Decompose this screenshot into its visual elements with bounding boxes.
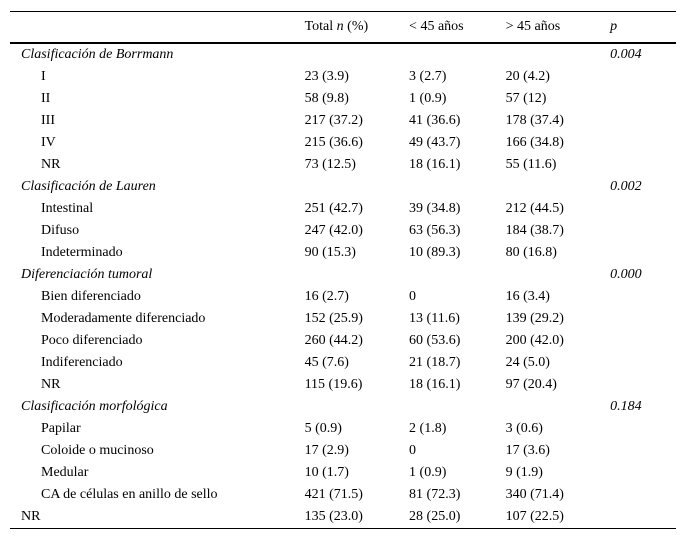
table-row xyxy=(10,462,676,484)
empty-cell xyxy=(409,176,506,198)
cell-over-45: 200 (42.0) xyxy=(505,333,564,348)
empty-cell xyxy=(610,154,676,176)
row-label: Coloide o mucinoso xyxy=(41,443,154,458)
cell-over-45: 24 (5.0) xyxy=(505,355,550,370)
cell-over-45: 9 (1.9) xyxy=(505,465,543,480)
table-row xyxy=(10,352,676,374)
empty-cell xyxy=(610,308,676,330)
empty-cell xyxy=(506,396,610,418)
row-label: Moderadamente diferenciado xyxy=(41,311,206,326)
data-table-container xyxy=(10,11,676,529)
table-row xyxy=(10,330,676,352)
header-p-value: p xyxy=(610,12,676,44)
row-label: Intestinal xyxy=(41,201,94,216)
cell-under-45: 10 (89.3) xyxy=(409,245,461,260)
row-label: Difuso xyxy=(41,223,80,238)
header-total-n: n xyxy=(336,19,344,34)
cell-under-45: 2 (1.8) xyxy=(409,421,447,436)
cell-over-45: 80 (16.8) xyxy=(505,245,557,260)
cell-under-45: 81 (72.3) xyxy=(409,487,461,502)
cell-over-45: 178 (37.4) xyxy=(505,113,564,128)
row-label: Medular xyxy=(41,465,89,480)
empty-cell xyxy=(610,418,676,440)
cell-total: 58 (9.8) xyxy=(304,91,349,106)
table-row xyxy=(10,242,676,264)
empty-cell xyxy=(610,286,676,308)
table-row xyxy=(10,440,676,462)
empty-cell xyxy=(305,264,409,286)
row-label: Indiferenciado xyxy=(41,355,123,370)
row-label: NR xyxy=(41,377,61,392)
cell-total: 23 (3.9) xyxy=(304,69,349,84)
section-header-row xyxy=(10,396,676,418)
table-row xyxy=(10,66,676,88)
empty-cell xyxy=(305,43,409,66)
cell-over-45: 184 (38.7) xyxy=(505,223,564,238)
empty-cell xyxy=(305,176,409,198)
row-label: NR xyxy=(41,157,61,172)
header-total-suffix: (%) xyxy=(343,19,369,34)
row-label: II xyxy=(41,91,51,106)
cell-total: 45 (7.6) xyxy=(304,355,349,370)
cell-total: 215 (36.6) xyxy=(304,135,363,150)
empty-cell xyxy=(506,43,610,66)
empty-cell xyxy=(610,374,676,396)
cell-under-45: 28 (25.0) xyxy=(409,506,506,529)
table-row xyxy=(10,286,676,308)
table-row xyxy=(10,484,676,506)
empty-cell xyxy=(610,198,676,220)
cell-over-45: 57 (12) xyxy=(505,91,547,106)
empty-cell xyxy=(610,462,676,484)
empty-cell xyxy=(610,66,676,88)
cell-over-45: 97 (20.4) xyxy=(505,377,557,392)
row-label: NR xyxy=(10,506,305,529)
section-title: Clasificación morfológica xyxy=(21,399,168,414)
section-header-row xyxy=(10,43,676,66)
row-label: CA de células en anillo de sello xyxy=(41,487,218,502)
cell-total: 217 (37.2) xyxy=(304,113,363,128)
section-title: Diferenciación tumoral xyxy=(21,267,153,282)
cell-under-45: 1 (0.9) xyxy=(409,465,447,480)
row-label: III xyxy=(41,113,55,128)
table-row xyxy=(10,220,676,242)
header-total-prefix: Total xyxy=(304,19,337,34)
empty-cell xyxy=(610,440,676,462)
empty-cell xyxy=(610,330,676,352)
cell-total: 152 (25.9) xyxy=(304,311,363,326)
cell-under-45: 49 (43.7) xyxy=(409,135,461,150)
table-row xyxy=(10,154,676,176)
empty-cell xyxy=(610,88,676,110)
empty-cell xyxy=(409,264,506,286)
cell-total: 260 (44.2) xyxy=(304,333,363,348)
empty-cell xyxy=(610,352,676,374)
row-label: I xyxy=(41,69,46,84)
section-title: Clasificación de Lauren xyxy=(21,179,156,194)
cell-over-45: 139 (29.2) xyxy=(505,311,564,326)
empty-cell xyxy=(506,176,610,198)
cell-total: 17 (2.9) xyxy=(304,443,349,458)
section-p-value: 0.184 xyxy=(610,399,642,414)
cell-under-45: 18 (16.1) xyxy=(409,377,461,392)
empty-cell xyxy=(610,484,676,506)
cell-total: 90 (15.3) xyxy=(304,245,356,260)
empty-cell xyxy=(610,132,676,154)
row-label: Papilar xyxy=(41,421,81,436)
cell-total: 115 (19.6) xyxy=(304,377,363,392)
cell-total: 251 (42.7) xyxy=(304,201,363,216)
cell-total: 135 (23.0) xyxy=(305,506,409,529)
header-under-45: < 45 años xyxy=(409,12,506,44)
cell-over-45: 3 (0.6) xyxy=(505,421,543,436)
row-label: Bien diferenciado xyxy=(41,289,141,304)
cell-over-45: 166 (34.8) xyxy=(505,135,564,150)
table-row xyxy=(10,308,676,330)
empty-cell xyxy=(305,396,409,418)
row-label: Indeterminado xyxy=(41,245,123,260)
header-total xyxy=(305,12,409,44)
empty-cell xyxy=(610,242,676,264)
table-row xyxy=(10,132,676,154)
cell-total: 16 (2.7) xyxy=(304,289,349,304)
section-title: Clasificación de Borrmann xyxy=(21,47,174,62)
cell-over-45: 20 (4.2) xyxy=(505,69,550,84)
cell-total: 5 (0.9) xyxy=(304,421,342,436)
cell-over-45: 107 (22.5) xyxy=(506,506,610,529)
header-variable xyxy=(10,12,305,44)
table-row-footer xyxy=(10,506,676,529)
table-row xyxy=(10,88,676,110)
section-p-value: 0.004 xyxy=(610,47,642,62)
empty-cell xyxy=(409,396,506,418)
cell-over-45: 17 (3.6) xyxy=(505,443,550,458)
table-header-row xyxy=(10,12,676,44)
cell-under-45: 0 xyxy=(409,289,417,304)
table-row xyxy=(10,374,676,396)
table-row xyxy=(10,110,676,132)
section-header-row xyxy=(10,264,676,286)
cell-total: 10 (1.7) xyxy=(304,465,349,480)
cell-over-45: 212 (44.5) xyxy=(505,201,564,216)
header-over-45: > 45 años xyxy=(506,12,610,44)
section-header-row xyxy=(10,176,676,198)
cell-under-45: 41 (36.6) xyxy=(409,113,461,128)
cell-under-45: 3 (2.7) xyxy=(409,69,447,84)
cell-total: 421 (71.5) xyxy=(304,487,363,502)
row-label: Poco diferenciado xyxy=(41,333,143,348)
row-label: IV xyxy=(41,135,56,150)
empty-cell xyxy=(610,506,676,529)
cell-total: 247 (42.0) xyxy=(304,223,363,238)
cell-over-45: 16 (3.4) xyxy=(505,289,550,304)
table-row xyxy=(10,418,676,440)
cell-over-45: 340 (71.4) xyxy=(505,487,564,502)
section-p-value: 0.002 xyxy=(610,179,642,194)
empty-cell xyxy=(506,264,610,286)
empty-cell xyxy=(610,220,676,242)
cell-total: 73 (12.5) xyxy=(304,157,356,172)
cell-over-45: 55 (11.6) xyxy=(505,157,557,172)
section-p-value: 0.000 xyxy=(610,267,642,282)
cell-under-45: 39 (34.8) xyxy=(409,201,461,216)
empty-cell xyxy=(409,43,506,66)
data-table xyxy=(10,11,676,529)
cell-under-45: 60 (53.6) xyxy=(409,333,461,348)
cell-under-45: 1 (0.9) xyxy=(409,91,447,106)
cell-under-45: 0 xyxy=(409,443,417,458)
cell-under-45: 63 (56.3) xyxy=(409,223,461,238)
cell-under-45: 18 (16.1) xyxy=(409,157,461,172)
table-row xyxy=(10,198,676,220)
empty-cell xyxy=(610,110,676,132)
cell-under-45: 13 (11.6) xyxy=(409,311,460,326)
cell-under-45: 21 (18.7) xyxy=(409,355,461,370)
